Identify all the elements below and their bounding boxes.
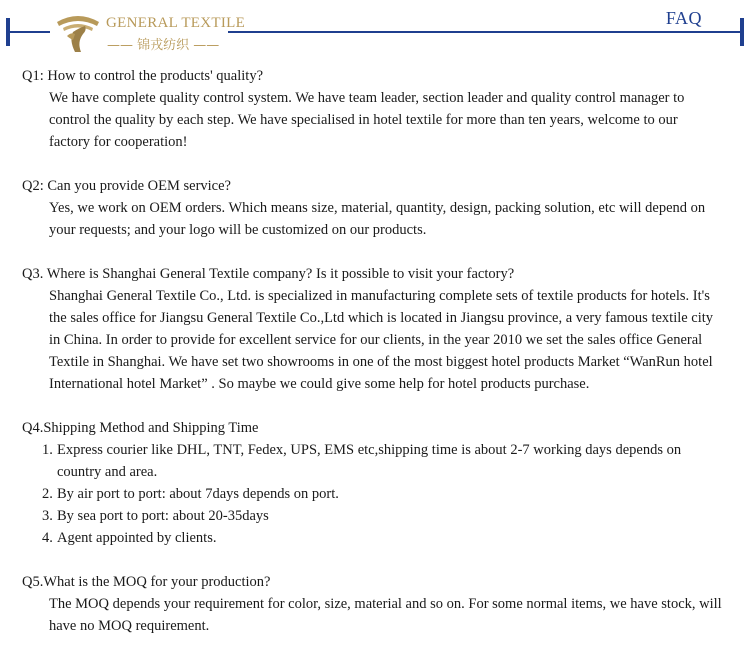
list-number: 3. bbox=[42, 508, 53, 524]
faq-question: Q2: Can you provide OEM service? bbox=[22, 178, 231, 194]
list-text: Express courier like DHL, TNT, Fedex, UPS, EMS etc,shipping time is about 2-7 working days depends on country and area. bbox=[57, 442, 682, 480]
header-right-line bbox=[228, 31, 744, 33]
faq-answer: Yes, we work on OEM orders. Which means size, material, quantity, design, packing solution, etc will depend on your requests; and your logo will be customized on our products. bbox=[49, 200, 706, 238]
faq-item-q1 bbox=[22, 65, 722, 153]
faq-answer: We have complete quality control system. We have team leader, section leader and quality control manager to control the quality by each step. We have specialised in hotel textile for more than ten years, welcome to our factory for cooperation! bbox=[49, 90, 685, 150]
list-number: 4. bbox=[42, 530, 53, 546]
faq-item-q2 bbox=[22, 175, 722, 241]
faq-answer: The MOQ depends your requirement for color, size, material and so on. For some normal items, we have stock, will have no MOQ requirement. bbox=[49, 596, 722, 634]
list-number: 1. bbox=[42, 442, 53, 458]
faq-item-q5 bbox=[22, 571, 722, 637]
faq-question: Q4.Shipping Method and Shipping Time bbox=[22, 420, 259, 436]
list-text: By sea port to port: about 20-35days bbox=[57, 508, 269, 524]
header-left-line bbox=[6, 31, 50, 33]
faq-question: Q1: How to control the products' quality? bbox=[22, 68, 264, 84]
logo-icon bbox=[53, 6, 103, 54]
list-item bbox=[42, 483, 722, 505]
list-number: 2. bbox=[42, 486, 53, 502]
header-right-bar bbox=[740, 18, 744, 46]
faq-answer: Shanghai General Textile Co., Ltd. is specialized in manufacturing complete sets of textile products for hotels. It's the sales office for Jiangsu General Textile Co.,Ltd which is located in Jiangsu province, a very famous textile city in China. In order to provide for excellent service for our clients, in the year 2010 we set the sales office General Textile in Shanghai. We have set two showrooms in one of the most biggest hotel products Market “WanRun hotel International hotel Market” . So maybe we could give some help for hotel products purchase. bbox=[49, 288, 714, 392]
faq-item-q4 bbox=[22, 417, 722, 549]
faq-question: Q5.What is the MOQ for your production? bbox=[22, 574, 271, 590]
list-text: Agent appointed by clients. bbox=[57, 530, 217, 546]
brand-name-chinese: —— 锦戎纺织 —— bbox=[107, 38, 220, 53]
faq-content bbox=[22, 65, 722, 659]
shipping-methods-list bbox=[42, 439, 722, 549]
list-item bbox=[42, 527, 722, 549]
faq-question: Q3. Where is Shanghai General Textile company? Is it possible to visit your factory? bbox=[22, 266, 515, 282]
list-text: By air port to port: about 7days depends on port. bbox=[57, 486, 339, 502]
page-header bbox=[0, 0, 750, 62]
list-item bbox=[42, 505, 722, 527]
list-item bbox=[42, 439, 722, 483]
page-title: FAQ bbox=[665, 8, 702, 28]
faq-item-q3 bbox=[22, 263, 722, 395]
brand-name-english: GENERAL TEXTILE bbox=[106, 15, 246, 31]
